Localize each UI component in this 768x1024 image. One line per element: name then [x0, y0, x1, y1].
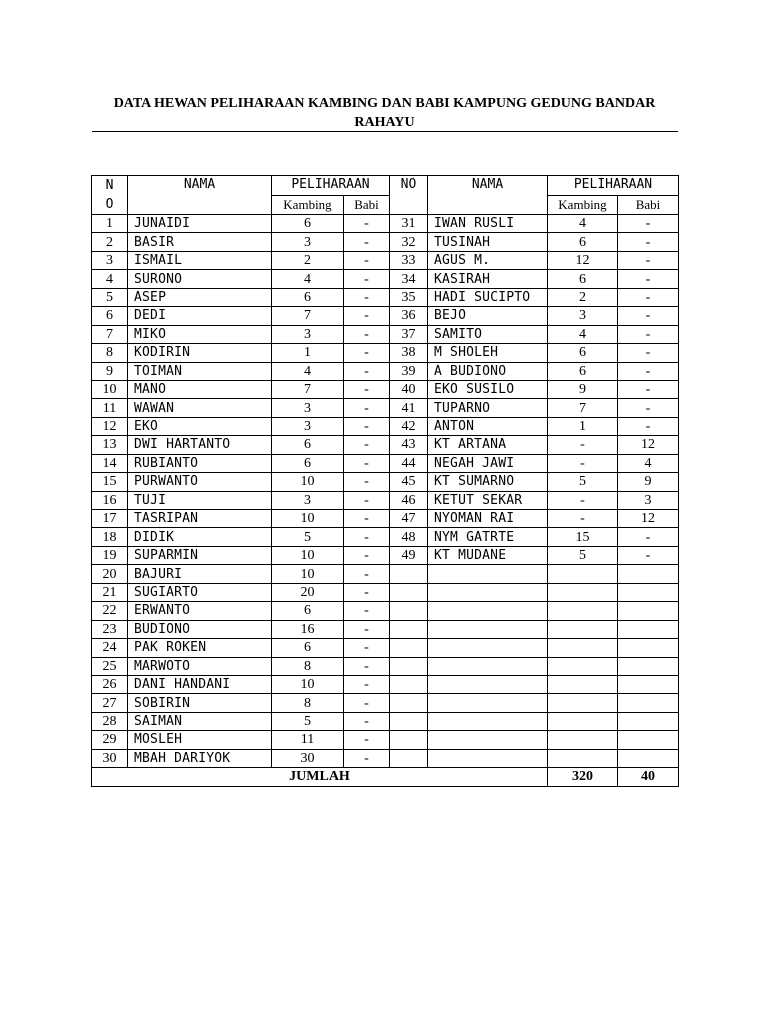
babi-left: -: [344, 307, 390, 325]
row-number-right: 35: [390, 288, 428, 306]
babi-left: -: [344, 712, 390, 730]
row-number-right: [390, 639, 428, 657]
name-right: ANTON: [428, 417, 548, 435]
kambing-left: 3: [272, 417, 344, 435]
name-right: [428, 731, 548, 749]
babi-left: -: [344, 639, 390, 657]
babi-left: -: [344, 380, 390, 398]
row-number-right: [390, 712, 428, 730]
babi-right: -: [618, 215, 679, 233]
kambing-left: 6: [272, 602, 344, 620]
babi-right: [618, 712, 679, 730]
name-right: [428, 639, 548, 657]
row-number-left: 2: [92, 233, 128, 251]
name-left: DEDI: [128, 307, 272, 325]
name-left: BAJURI: [128, 565, 272, 583]
name-right: [428, 694, 548, 712]
name-right: NYM GATRTE: [428, 528, 548, 546]
kambing-left: 3: [272, 399, 344, 417]
header-nama-right: NAMA: [428, 176, 548, 215]
row-number-left: 22: [92, 602, 128, 620]
babi-right: 4: [618, 454, 679, 472]
row-number-right: 31: [390, 215, 428, 233]
row-number-left: 30: [92, 749, 128, 767]
babi-left: -: [344, 546, 390, 564]
name-left: SUPARMIN: [128, 546, 272, 564]
babi-left: -: [344, 233, 390, 251]
kambing-right: -: [548, 491, 618, 509]
row-number-right: 48: [390, 528, 428, 546]
kambing-right: [548, 639, 618, 657]
table-row: [92, 491, 679, 509]
kambing-left: 10: [272, 546, 344, 564]
name-left: SOBIRIN: [128, 694, 272, 712]
babi-left: -: [344, 325, 390, 343]
babi-right: [618, 583, 679, 601]
name-right: TUSINAH: [428, 233, 548, 251]
babi-right: -: [618, 233, 679, 251]
header-peliharaan-left: PELIHARAAN: [272, 176, 390, 196]
name-left: MBAH DARIYOK: [128, 749, 272, 767]
babi-left: -: [344, 344, 390, 362]
table-row: [92, 399, 679, 417]
table-row: [92, 307, 679, 325]
row-number-left: 19: [92, 546, 128, 564]
name-right: NEGAH JAWI: [428, 454, 548, 472]
babi-right: -: [618, 288, 679, 306]
kambing-right: 15: [548, 528, 618, 546]
kambing-left: 2: [272, 251, 344, 269]
name-left: RUBIANTO: [128, 454, 272, 472]
babi-left: -: [344, 491, 390, 509]
row-number-right: 34: [390, 270, 428, 288]
name-right: [428, 675, 548, 693]
total-label: JUMLAH: [92, 768, 548, 786]
table-row: [92, 694, 679, 712]
kambing-left: 7: [272, 380, 344, 398]
name-right: NYOMAN RAI: [428, 510, 548, 528]
name-left: EKO: [128, 417, 272, 435]
babi-left: -: [344, 675, 390, 693]
babi-left: -: [344, 620, 390, 638]
row-number-right: 47: [390, 510, 428, 528]
row-number-right: 39: [390, 362, 428, 380]
table-row: [92, 528, 679, 546]
name-right: [428, 583, 548, 601]
table-row: [92, 639, 679, 657]
kambing-right: 4: [548, 215, 618, 233]
name-right: [428, 712, 548, 730]
kambing-right: [548, 620, 618, 638]
babi-right: [618, 602, 679, 620]
name-right: [428, 565, 548, 583]
name-right: AGUS M.: [428, 251, 548, 269]
row-number-right: 32: [390, 233, 428, 251]
row-number-left: 25: [92, 657, 128, 675]
kambing-left: 10: [272, 565, 344, 583]
total-babi: 40: [618, 768, 679, 786]
name-left: TASRIPAN: [128, 510, 272, 528]
name-left: ASEP: [128, 288, 272, 306]
title-underline: [92, 131, 678, 132]
babi-right: -: [618, 307, 679, 325]
name-left: MOSLEH: [128, 731, 272, 749]
kambing-left: 6: [272, 436, 344, 454]
table-row: [92, 215, 679, 233]
row-number-left: 1: [92, 215, 128, 233]
row-number-left: 27: [92, 694, 128, 712]
babi-left: -: [344, 602, 390, 620]
table-row: [92, 288, 679, 306]
row-number-right: 44: [390, 454, 428, 472]
kambing-left: 3: [272, 491, 344, 509]
table-row: [92, 473, 679, 491]
babi-left: -: [344, 510, 390, 528]
row-number-left: 16: [92, 491, 128, 509]
babi-left: -: [344, 565, 390, 583]
table-row: [92, 510, 679, 528]
babi-left: -: [344, 362, 390, 380]
header-kambing-right: Kambing: [548, 195, 618, 215]
kambing-right: 2: [548, 288, 618, 306]
kambing-right: 6: [548, 362, 618, 380]
name-right: HADI SUCIPTO: [428, 288, 548, 306]
header-kambing-left: Kambing: [272, 195, 344, 215]
kambing-right: -: [548, 510, 618, 528]
babi-left: -: [344, 454, 390, 472]
header-babi-left: Babi: [344, 195, 390, 215]
name-left: SUGIARTO: [128, 583, 272, 601]
name-left: SAIMAN: [128, 712, 272, 730]
babi-left: -: [344, 473, 390, 491]
kambing-right: 6: [548, 344, 618, 362]
row-number-right: 40: [390, 380, 428, 398]
header-peliharaan-right: PELIHARAAN: [548, 176, 679, 196]
row-number-right: [390, 565, 428, 583]
row-number-left: 17: [92, 510, 128, 528]
kambing-right: 3: [548, 307, 618, 325]
kambing-right: [548, 712, 618, 730]
row-number-left: 7: [92, 325, 128, 343]
babi-right: [618, 694, 679, 712]
header-babi-right: Babi: [618, 195, 679, 215]
row-number-left: 26: [92, 675, 128, 693]
kambing-left: 8: [272, 657, 344, 675]
table-row: [92, 454, 679, 472]
babi-right: [618, 565, 679, 583]
kambing-right: 6: [548, 233, 618, 251]
document-title: DATA HEWAN PELIHARAAN KAMBING DAN BABI KAMPUNG GEDUNG BANDAR RAHAYU: [113, 96, 656, 130]
table-row: [92, 436, 679, 454]
babi-right: -: [618, 270, 679, 288]
table-row: [92, 417, 679, 435]
row-number-left: 24: [92, 639, 128, 657]
kambing-left: 30: [272, 749, 344, 767]
kambing-left: 6: [272, 215, 344, 233]
name-right: IWAN RUSLI: [428, 215, 548, 233]
babi-right: 12: [618, 510, 679, 528]
babi-right: [618, 639, 679, 657]
table-row: [92, 380, 679, 398]
row-number-right: [390, 602, 428, 620]
name-right: [428, 602, 548, 620]
babi-left: -: [344, 417, 390, 435]
kambing-left: 10: [272, 675, 344, 693]
name-left: KODIRIN: [128, 344, 272, 362]
babi-right: 3: [618, 491, 679, 509]
kambing-left: 11: [272, 731, 344, 749]
name-right: A BUDIONO: [428, 362, 548, 380]
table-row: [92, 344, 679, 362]
row-number-right: 45: [390, 473, 428, 491]
header-no-left: N O: [92, 176, 128, 215]
kambing-right: 9: [548, 380, 618, 398]
row-number-right: 37: [390, 325, 428, 343]
babi-left: -: [344, 657, 390, 675]
babi-right: [618, 731, 679, 749]
name-left: PAK ROKEN: [128, 639, 272, 657]
babi-right: [618, 675, 679, 693]
babi-right: -: [618, 362, 679, 380]
row-number-left: 8: [92, 344, 128, 362]
row-number-left: 28: [92, 712, 128, 730]
name-left: DIDIK: [128, 528, 272, 546]
name-left: PURWANTO: [128, 473, 272, 491]
total-row: [92, 768, 679, 786]
name-right: KETUT SEKAR: [428, 491, 548, 509]
babi-left: -: [344, 694, 390, 712]
kambing-right: 6: [548, 270, 618, 288]
row-number-left: 14: [92, 454, 128, 472]
row-number-left: 6: [92, 307, 128, 325]
header-no-right: NO: [390, 176, 428, 215]
total-kambing: 320: [548, 768, 618, 786]
name-left: JUNAIDI: [128, 215, 272, 233]
name-left: ISMAIL: [128, 251, 272, 269]
row-number-right: [390, 694, 428, 712]
row-number-left: 15: [92, 473, 128, 491]
kambing-left: 20: [272, 583, 344, 601]
kambing-left: 10: [272, 473, 344, 491]
row-number-right: 33: [390, 251, 428, 269]
name-left: DANI HANDANI: [128, 675, 272, 693]
name-right: BEJO: [428, 307, 548, 325]
header-nama-left: NAMA: [128, 176, 272, 215]
kambing-right: 4: [548, 325, 618, 343]
kambing-left: 7: [272, 307, 344, 325]
kambing-left: 10: [272, 510, 344, 528]
table-row: [92, 325, 679, 343]
babi-right: -: [618, 325, 679, 343]
kambing-left: 6: [272, 454, 344, 472]
name-right: KT SUMARNO: [428, 473, 548, 491]
row-number-left: 21: [92, 583, 128, 601]
row-number-right: [390, 675, 428, 693]
babi-left: -: [344, 270, 390, 288]
babi-right: -: [618, 417, 679, 435]
row-number-right: 36: [390, 307, 428, 325]
babi-right: -: [618, 251, 679, 269]
name-right: KT MUDANE: [428, 546, 548, 564]
row-number-left: 18: [92, 528, 128, 546]
name-left: MIKO: [128, 325, 272, 343]
table-row: [92, 602, 679, 620]
row-number-right: 49: [390, 546, 428, 564]
babi-right: -: [618, 546, 679, 564]
kambing-right: -: [548, 454, 618, 472]
babi-left: -: [344, 399, 390, 417]
row-number-left: 29: [92, 731, 128, 749]
table-row: [92, 362, 679, 380]
table-row: [92, 565, 679, 583]
table-row: [92, 675, 679, 693]
kambing-left: 6: [272, 288, 344, 306]
name-left: MARWOTO: [128, 657, 272, 675]
row-number-left: 23: [92, 620, 128, 638]
babi-right: -: [618, 399, 679, 417]
header-row-1: [92, 176, 679, 196]
babi-right: -: [618, 344, 679, 362]
kambing-right: [548, 657, 618, 675]
kambing-right: [548, 749, 618, 767]
row-number-right: [390, 583, 428, 601]
kambing-left: 4: [272, 362, 344, 380]
kambing-left: 8: [272, 694, 344, 712]
kambing-right: -: [548, 436, 618, 454]
row-number-right: [390, 620, 428, 638]
name-left: TOIMAN: [128, 362, 272, 380]
babi-left: -: [344, 251, 390, 269]
name-left: WAWAN: [128, 399, 272, 417]
kambing-right: 5: [548, 473, 618, 491]
table-row: [92, 546, 679, 564]
table-row: [92, 657, 679, 675]
kambing-left: 16: [272, 620, 344, 638]
name-right: EKO SUSILO: [428, 380, 548, 398]
kambing-left: 3: [272, 325, 344, 343]
row-number-left: 13: [92, 436, 128, 454]
table-row: [92, 712, 679, 730]
row-number-right: 42: [390, 417, 428, 435]
babi-right: 12: [618, 436, 679, 454]
kambing-left: 3: [272, 233, 344, 251]
row-number-left: 20: [92, 565, 128, 583]
name-right: [428, 620, 548, 638]
row-number-left: 5: [92, 288, 128, 306]
kambing-right: 12: [548, 251, 618, 269]
babi-left: -: [344, 731, 390, 749]
table-row: [92, 251, 679, 269]
babi-left: -: [344, 749, 390, 767]
kambing-right: [548, 565, 618, 583]
babi-right: -: [618, 380, 679, 398]
row-number-right: 41: [390, 399, 428, 417]
name-left: DWI HARTANTO: [128, 436, 272, 454]
name-right: KASIRAH: [428, 270, 548, 288]
row-number-left: 12: [92, 417, 128, 435]
row-number-right: 46: [390, 491, 428, 509]
babi-left: -: [344, 436, 390, 454]
kambing-right: [548, 731, 618, 749]
row-number-left: 3: [92, 251, 128, 269]
row-number-right: [390, 657, 428, 675]
row-number-right: [390, 749, 428, 767]
kambing-right: [548, 583, 618, 601]
table-row: [92, 270, 679, 288]
kambing-left: 5: [272, 528, 344, 546]
babi-left: -: [344, 215, 390, 233]
name-right: [428, 657, 548, 675]
babi-left: -: [344, 583, 390, 601]
name-left: MANO: [128, 380, 272, 398]
row-number-left: 11: [92, 399, 128, 417]
row-number-right: 43: [390, 436, 428, 454]
name-left: TUJI: [128, 491, 272, 509]
name-left: SURONO: [128, 270, 272, 288]
babi-left: -: [344, 288, 390, 306]
name-left: ERWANTO: [128, 602, 272, 620]
name-right: TUPARNO: [428, 399, 548, 417]
table-row: [92, 583, 679, 601]
kambing-right: 7: [548, 399, 618, 417]
kambing-left: 5: [272, 712, 344, 730]
table-row: [92, 233, 679, 251]
babi-right: [618, 749, 679, 767]
babi-right: [618, 620, 679, 638]
babi-right: 9: [618, 473, 679, 491]
table-row: [92, 731, 679, 749]
name-right: SAMITO: [428, 325, 548, 343]
name-left: BUDIONO: [128, 620, 272, 638]
table-row: [92, 749, 679, 767]
name-right: KT ARTANA: [428, 436, 548, 454]
babi-right: -: [618, 528, 679, 546]
kambing-right: 1: [548, 417, 618, 435]
name-right: M SHOLEH: [428, 344, 548, 362]
kambing-right: [548, 694, 618, 712]
name-left: BASIR: [128, 233, 272, 251]
kambing-right: 5: [548, 546, 618, 564]
name-right: [428, 749, 548, 767]
kambing-right: [548, 675, 618, 693]
row-number-right: [390, 731, 428, 749]
row-number-left: 9: [92, 362, 128, 380]
kambing-left: 4: [272, 270, 344, 288]
babi-left: -: [344, 528, 390, 546]
babi-right: [618, 657, 679, 675]
kambing-left: 1: [272, 344, 344, 362]
row-number-right: 38: [390, 344, 428, 362]
livestock-table: [91, 175, 679, 787]
table-row: [92, 620, 679, 638]
row-number-left: 4: [92, 270, 128, 288]
kambing-right: [548, 602, 618, 620]
row-number-left: 10: [92, 380, 128, 398]
kambing-left: 6: [272, 639, 344, 657]
